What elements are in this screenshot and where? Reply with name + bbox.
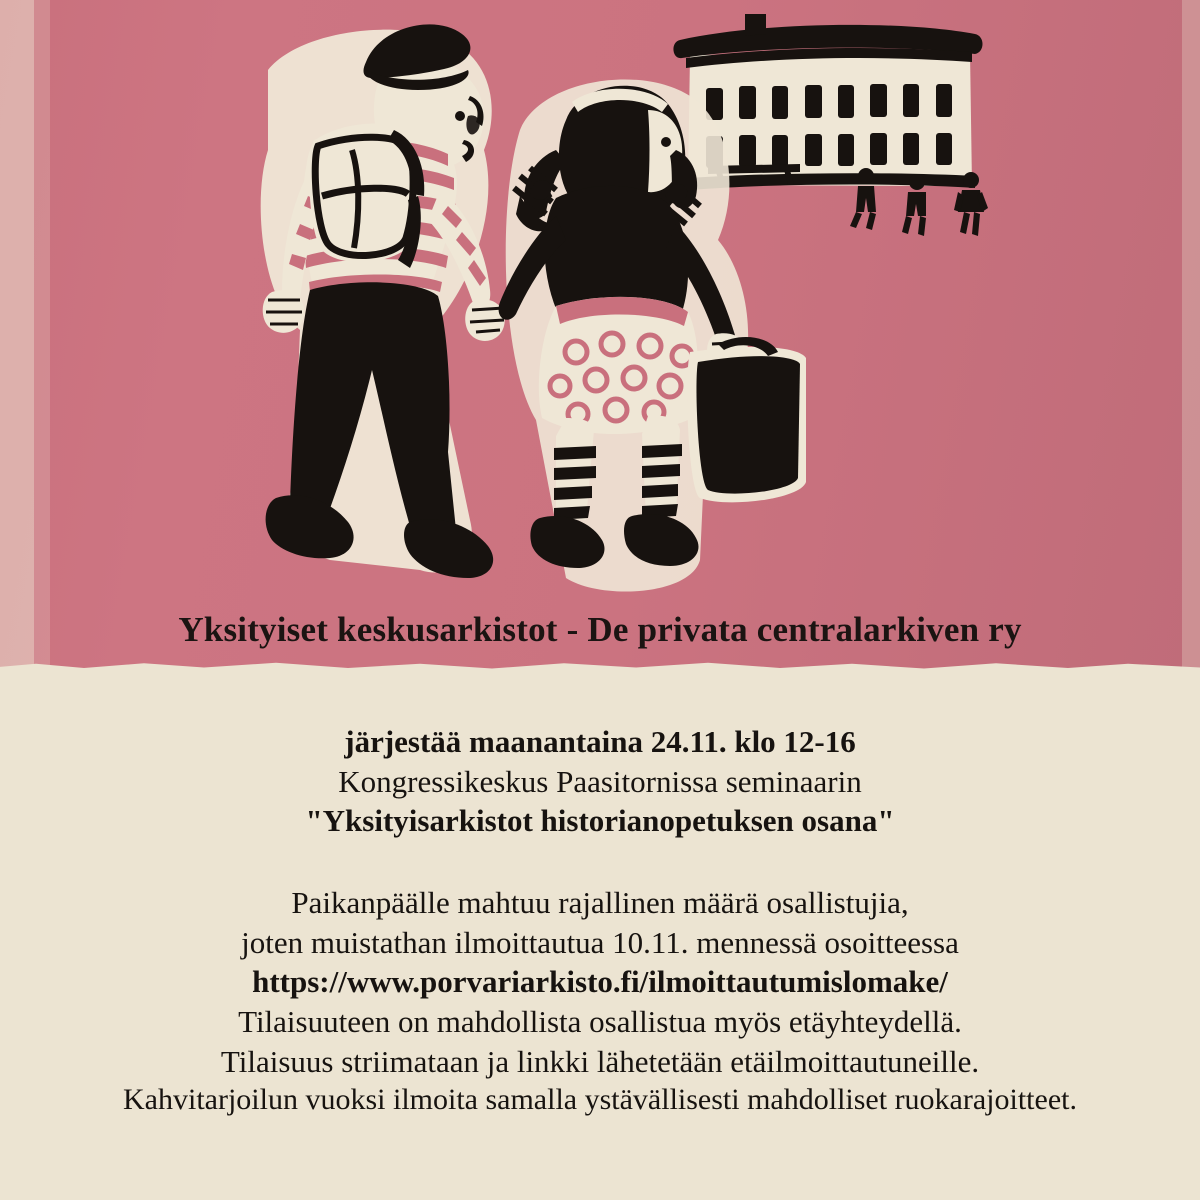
event-details (0, 672, 1200, 841)
poster-text-block (0, 672, 1200, 1200)
stream-link-line: Tilaisuus striimataan ja linkki lähetetään etäilmoittautuneille. (220, 1043, 980, 1079)
briefcase-icon (687, 337, 806, 502)
event-seminar-title: "Yksityisarkistot historianopetuksen osana" (305, 803, 895, 839)
girl-figure (499, 79, 750, 591)
registration-info (0, 841, 1200, 1120)
event-venue-line: Kongressikeskus Paasitornissa seminaarin (338, 763, 862, 799)
event-date-line: järjestää maanantaina 24.11. klo 12-16 (344, 724, 856, 759)
capacity-line: Paikanpäälle mahtuu rajallinen määrä osallistujia, (291, 885, 909, 921)
boy-figure (261, 24, 505, 578)
deadline-line: joten muistathan ilmoittautua 10.11. mennessä osoitteessa (241, 924, 959, 960)
organization-title: Yksityiset keskusarkistot - De privata centralarkiven ry (178, 610, 1022, 649)
pedestrian-figures (850, 168, 988, 236)
dietary-restrictions-line: Kahvitarjoilun vuoksi ilmoita samalla ystävällisesti mahdolliset ruokarajoitteet. (123, 1083, 1077, 1117)
registration-url[interactable]: https://www.porvariarkisto.fi/ilmoittautumislomake/ (252, 964, 948, 1000)
remote-participation-line: Tilaisuuteen on mahdollista osallistua myös etäyhteydellä. (238, 1004, 962, 1040)
